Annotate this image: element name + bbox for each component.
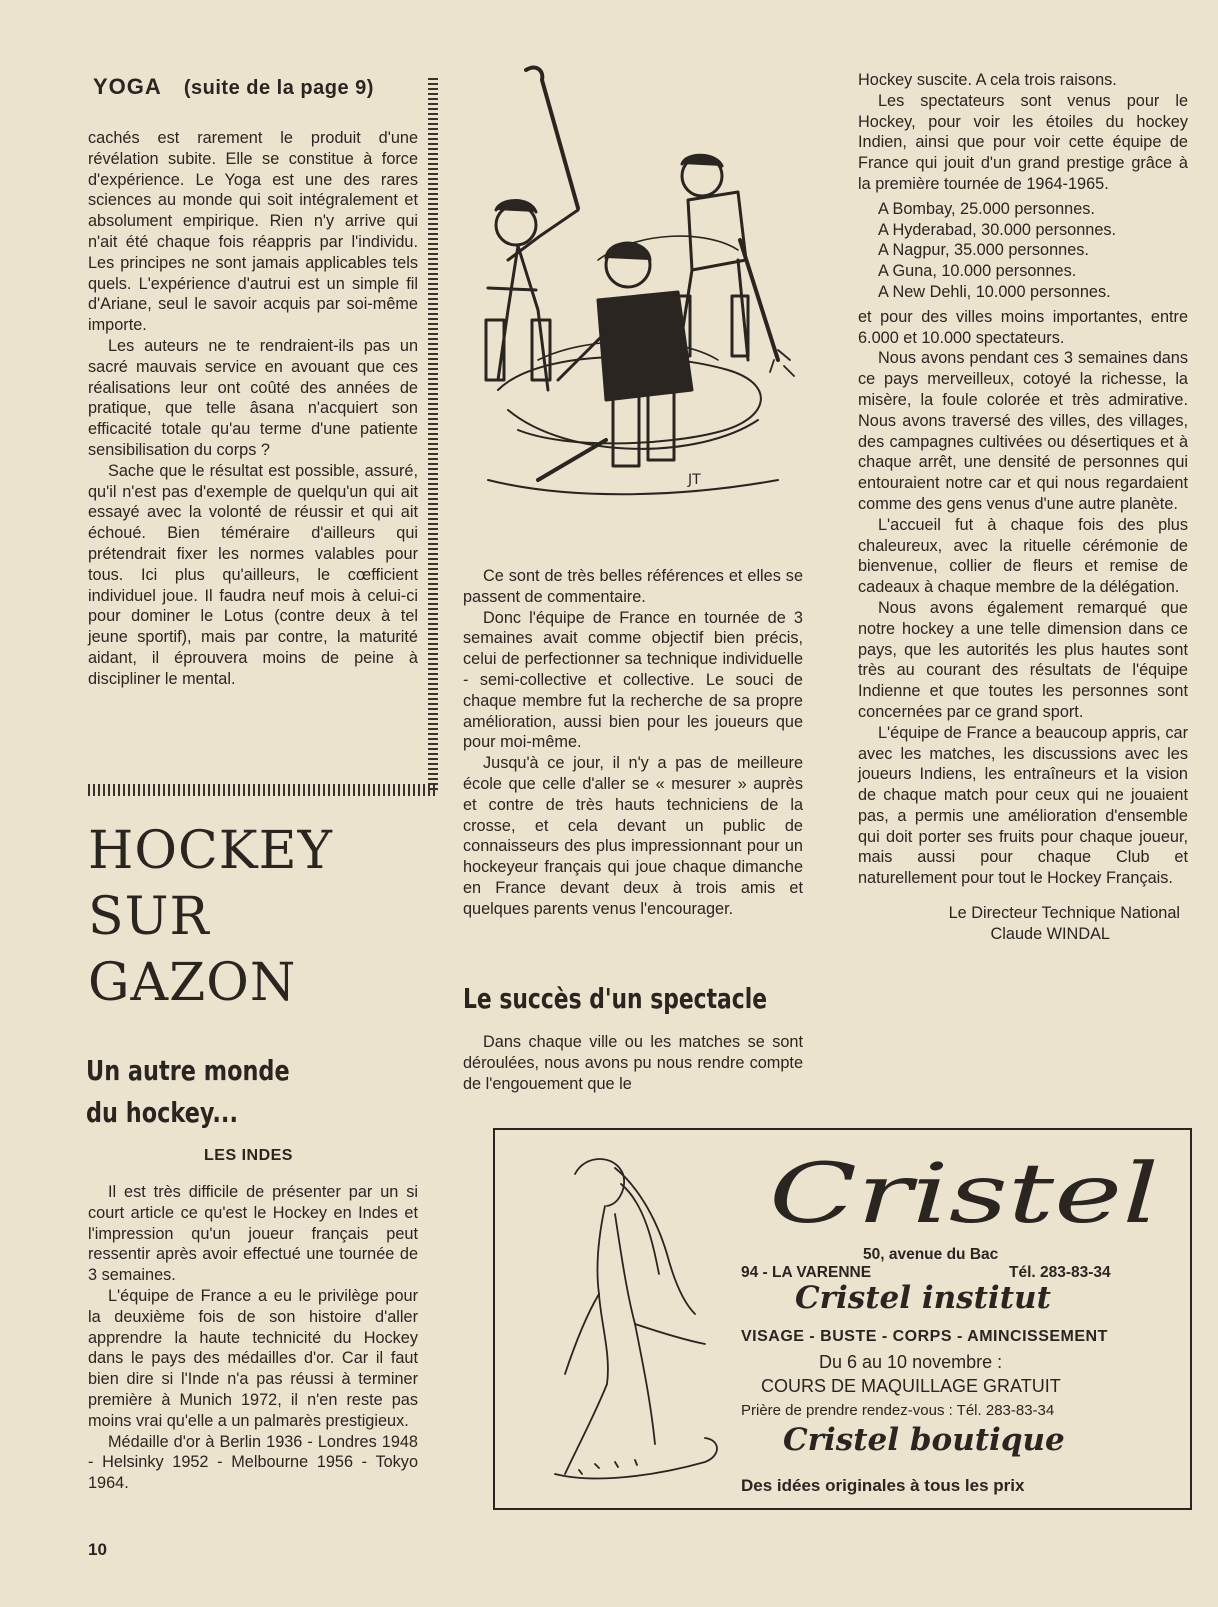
hockey-paragraph: Nous avons pendant ces 3 semaines dans ce pays merveilleux, cotoyé la richesse, la misère, la foule colorée et très admirative. Nous avons traversé des villes, des villages, des campagnes cultivées ou désertiques et à chaque arrêt, une densité de personnes qui entouraient notre car et qui nous regardaient comme des gens venus d'une autre planète. — [858, 349, 1188, 513]
hockey-column-1 — [88, 1182, 418, 1494]
yoga-paragraph: cachés est rarement le produit d'une révélation subite. Elle se constitue à force d'expérience. Le Yoga est une des rares sciences au monde qui soit intégralement et absolument empirique. Rien n'y arrive qui n'ait été chaque fois réappris par l'individu. Les principes ne sont jamais applicables tels quels. L'expérience d'autrui est un simple fil d'Ariane, seul le savoir acquis par soi-même importe. — [88, 129, 418, 335]
section-title: Le succès d'un spectacle — [463, 982, 768, 1015]
illustration-signature: JT — [688, 472, 701, 488]
cristel-logo — [759, 1144, 1179, 1244]
hockey-paragraph: L'accueil fut à chaque fois des plus chaleureux, avec la rituelle cérémonie de bienvenue, collier de fleurs et remise de cadeaux à chaque membre de la délégation. — [858, 515, 1188, 597]
ad-services: VISAGE - BUSTE - CORPS - AMINCISSEMENT — [741, 1328, 1108, 1345]
yoga-vertical-rule — [428, 78, 438, 790]
ad-boutique: Cristel boutique — [783, 1422, 1065, 1458]
city-item: A New Dehli, 10.000 personnes. — [878, 282, 1111, 301]
hockey-paragraph: Il est très difficile de présenter par un si court article ce qu'est le Hockey en Indes et l'impression qu'un joueur français peut ressentir après avoir effectué une tournée de 3 semaines. — [88, 1183, 418, 1285]
hockey-paragraph: L'équipe de France a eu le privilège pour la deuxième fois de son histoire d'aller apprendre la haute technicité du Hockey dans le pays des médailles d'or. Car il faut bien dire si l'Inde n'a pas réussi à terminer première à Munich 1972, il n'en reste pas moins vrai qu'elle a un palmarès prestigieux. — [88, 1286, 418, 1430]
ad-phone: Tél. 283-83-34 — [1009, 1264, 1111, 1281]
hockey-paragraph: et pour des villes moins importantes, entre 6.000 et 10.000 spectateurs. — [858, 307, 1188, 347]
hockey-column-2 — [463, 566, 803, 920]
city-list — [858, 199, 1188, 303]
hockey-paragraph: Médaille d'or à Berlin 1936 - Londres 1948 - Helsinky 1952 - Melbourne 1956 - Tokyo 1964. — [88, 1432, 418, 1493]
hockey-title-line: SUR — [88, 887, 210, 947]
hockey-title-line: HOCKEY — [88, 821, 333, 881]
hockey-subtitle — [86, 1050, 290, 1134]
woman-illustration — [535, 1144, 725, 1494]
yoga-heading — [93, 74, 374, 100]
city-item: A Hyderabad, 30.000 personnes. — [878, 220, 1117, 239]
yoga-suite: (suite de la page 9) — [183, 77, 374, 99]
hockey-paragraph: Donc l'équipe de France en tournée de 3 semaines avait comme objectif bien précis, celui de perfectionner sa technique individuelle - semi-collective et collective. Le souci de chaque membre fut la recherche de sa propre amélioration, aussi bien pour les joueurs que pour moi-même. — [463, 608, 803, 752]
city-item: A Bombay, 25.000 personnes. — [878, 199, 1095, 218]
hockey-kicker: LES INDES — [204, 1147, 293, 1164]
ad-address: 50, avenue du Bac — [863, 1246, 999, 1263]
signature-name: Claude WINDAL — [990, 924, 1110, 943]
city-item: A Nagpur, 35.000 personnes. — [878, 241, 1089, 260]
yoga-paragraph: Sache que le résultat est possible, assuré, qu'il n'est pas d'exemple de quelqu'un qui ait essayé avec la volonté de réussir et qui ait échoué. Bien téméraire d'ailleurs qui prétendrait fixer les normes valables pour tous. Ici plus qu'ailleurs, le cœfficient individuel joue. Il faudra neuf mois à celui-ci pour dominer le Lotus (contre deux à tel jeune sportif), mais par contre, la maturité aidant, il éprouvera moins de peine à discipliner le mental. — [88, 461, 418, 688]
ad-rdv: Prière de prendre rendez-vous : Tél. 283-83-34 — [741, 1402, 1055, 1419]
yoga-title: YOGA — [93, 74, 162, 99]
cristel-ad — [493, 1128, 1192, 1510]
hockey-paragraph: Dans chaque ville ou les matches se sont déroulées, nous avons pu nous rendre compte de l'engouement que le — [463, 1033, 803, 1093]
hockey-paragraph: Nous avons également remarqué que notre hockey a une telle dimension dans ce pays, que les autorités les plus hautes sont très au courant des résultats de l'équipe Indienne et que toutes les personnes sont concernées par ce grand sport. — [858, 598, 1188, 721]
hockey-paragraph: Jusqu'à ce jour, il n'y a pas de meilleure école que celle d'aller se « mesurer » auprès et contre de très hauts techniciens de la crosse, et cela devant un public de connaisseurs des plus impressionnant pour un hockeyeur français qui joue chaque dimanche en France devant deux à trois amis et quelques parents venus l'encourager. — [463, 754, 803, 918]
cristel-logo-text: Cristel — [769, 1147, 1159, 1242]
hockey-illustration — [478, 60, 808, 520]
ad-institut: Cristel institut — [795, 1280, 1051, 1316]
ad-city: 94 - LA VARENNE — [741, 1264, 872, 1281]
hockey-paragraph: Les spectateurs sont venus pour le Hockey, pour voir les étoiles du hockey Indien, ainsi que pour voir cette équipe de France qui jouit d'un grand prestige grâce à la première tournée de 1964-1965. — [858, 91, 1188, 193]
hockey-paragraph: L'équipe de France a beaucoup appris, car avec les matches, les discussions avec les joueurs Indiens, les entraîneurs et la vision de chaque match pour ceux qui ne jouaient pas, a permis une amélioration d'ensemble qui doit porter ses fruits pour chaque joueur, mais aussi pour chaque Club et naturellement pour tout le Hockey Français. — [858, 723, 1188, 888]
hockey-title — [88, 818, 333, 1016]
ad-dates: Du 6 au 10 novembre : — [819, 1352, 1003, 1372]
page-number: 10 — [88, 1540, 107, 1559]
hockey-title-line: GAZON — [88, 953, 297, 1013]
hockey-column-3 — [858, 70, 1188, 945]
hockey-paragraph: Hockey suscite. A cela trois raisons. — [858, 71, 1117, 89]
city-item: A Guna, 10.000 personnes. — [878, 262, 1077, 281]
yoga-body — [88, 128, 418, 690]
hockey-paragraph: Ce sont de très belles références et elles se passent de commentaire. — [463, 567, 803, 606]
yoga-paragraph: Les auteurs ne te rendraient-ils pas un sacré mauvais service en avouant que ces réalisations leur ont coûté des années de pratique, que telle âsana n'acquiert son efficacité totale qu'au terme d'une patiente sensibilisation du corps ? — [88, 336, 418, 459]
ad-tagline: Des idées originales à tous les prix — [741, 1476, 1025, 1495]
hockey-subtitle-line: du hockey... — [86, 1096, 238, 1129]
signature-role: Le Directeur Technique National — [948, 904, 1180, 923]
hockey-column-2-end — [463, 1032, 803, 1094]
yoga-horizontal-rule — [88, 784, 438, 796]
ad-course: COURS DE MAQUILLAGE GRATUIT — [761, 1376, 1061, 1396]
hockey-subtitle-line: Un autre monde — [86, 1054, 290, 1087]
